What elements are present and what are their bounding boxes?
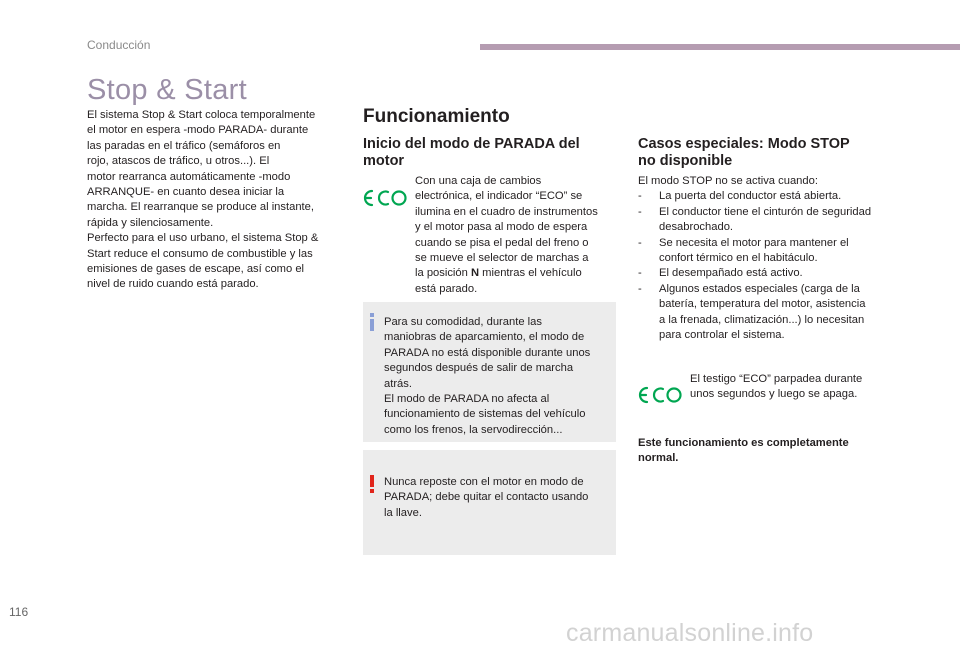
intro-line: motor rearranca automáticamente -modo [87,170,291,183]
eco-indicator-icon [636,384,684,406]
section-header: Conducción [87,38,151,52]
eco-blink-line: unos segundos y luego se apaga. [690,388,858,401]
list-item-line: desabrochado. [659,221,734,234]
info-box [363,302,616,442]
stop-mode-text-part: la posición [415,267,471,280]
list-dash: - [638,267,642,280]
header-bar [480,44,960,50]
special-cases-title [638,136,898,169]
list-item [638,282,893,344]
list-item-line: confort térmico en el habitáculo. [659,252,818,265]
info-icon [370,313,374,331]
intro-line: Start reduce el consumo de combustible y las [87,247,313,260]
page-number: 116 [9,605,29,619]
stop-mode-title [363,136,613,169]
intro-line: El sistema Stop & Start coloca temporalmente [87,109,316,121]
stop-mode-title-line: Inicio del modo de PARADA del [363,136,580,152]
warning-line: PARADA; debe quitar el contacto usando [384,491,589,504]
info-line: Para su comodidad, durante las [384,316,542,328]
info-line: atrás. [384,377,412,390]
stop-mode-line: cuando se pisa el pedal del freno o [415,236,589,249]
warning-box-text [384,475,609,521]
eco-indicator-icon [361,187,409,209]
info-line: segundos después de salir de marcha [384,362,574,375]
intro-line: Perfecto para el uso urbano, el sistema Stop & [87,232,319,245]
intro-line: el motor en espera -modo PARADA- durante [87,124,309,137]
stop-mode-line: está parado. [415,282,478,295]
list-item [638,236,893,267]
intro-line: rojo, atascos de tráfico, u otros...). El [87,155,270,168]
list-item [638,266,893,281]
eco-blink-text [690,372,890,403]
warning-box [363,450,616,555]
info-line: funcionamiento de sistemas del vehículo [384,408,586,421]
list-dash: - [638,236,642,249]
warning-line: Nunca reposte con el motor en modo de [384,476,584,488]
gear-position-n: N [470,267,480,280]
list-item-line: Algunos estados especiales (carga de la [659,282,860,295]
stop-mode-line: electrónica, el indicador “ECO” se [415,190,583,203]
intro-line: las paradas en el tráfico (semáforos en [87,139,281,152]
note-line: normal. [638,452,679,465]
note-line: Este funcionamiento es completamente [638,437,849,449]
special-cases-list [638,189,893,343]
info-line: maniobras de aparcamiento, el modo de [384,331,585,344]
stop-mode-line [415,266,615,281]
list-item-line: El desempañado está activo. [659,267,803,280]
list-item-line: El conductor tiene el cinturón de seguridad [659,205,872,218]
list-item-line: para controlar el sistema. [659,329,785,342]
intro-line: rápida y silenciosamente. [87,216,214,229]
watermark: carmanualsonline.info [566,619,814,647]
intro-line: emisiones de gases de escape, así como el [87,263,305,276]
stop-mode-line: y el motor pasa al modo de espera [415,221,588,234]
info-box-text [384,315,609,438]
stop-mode-line: ilumina en el cuadro de instrumentos [415,205,598,218]
special-cases-text [638,174,893,343]
stop-mode-line: se mueve el selector de marchas a [415,252,589,265]
list-item-line: a la frenada, climatización...) lo necesitan [659,313,865,326]
intro-line: ARRANQUE- en cuanto desea iniciar la [87,186,285,199]
warning-icon [370,475,374,493]
intro-line: nivel de ruido cuando está parado. [87,278,259,291]
list-item-line: Se necesita el motor para mantener el [659,236,849,249]
info-line: como los frenos, la servodirección... [384,423,563,436]
eco-blink-line: El testigo “ECO” parpadea durante [690,373,863,385]
list-dash: - [638,205,642,218]
list-dash: - [638,190,642,203]
stop-mode-text-part: mientras el vehículo [479,267,582,280]
stop-mode-line: Con una caja de cambios [415,175,542,187]
info-line: PARADA no está disponible durante unos [384,346,591,359]
list-item [638,205,893,236]
list-item [638,189,893,204]
list-item-line: La puerta del conductor está abierta. [659,190,842,203]
normal-operation-note [638,436,888,467]
page-title: Stop & Start [87,74,247,106]
stop-mode-text [415,174,615,297]
section-title: Funcionamiento [363,106,510,127]
info-line: El modo de PARADA no afecta al [384,393,550,406]
special-cases-title-line: no disponible [638,152,733,169]
list-dash: - [638,282,642,295]
intro-line: marcha. El rearranque se produce al instante, [87,201,314,214]
intro-paragraph [87,108,339,293]
warning-line: la llave. [384,506,422,519]
stop-mode-title-line: motor [363,152,405,169]
special-cases-title-line: Casos especiales: Modo STOP [638,136,850,152]
special-cases-intro: El modo STOP no se activa cuando: [638,175,818,187]
list-item-line: batería, temperatura del motor, asistencia [659,298,866,311]
